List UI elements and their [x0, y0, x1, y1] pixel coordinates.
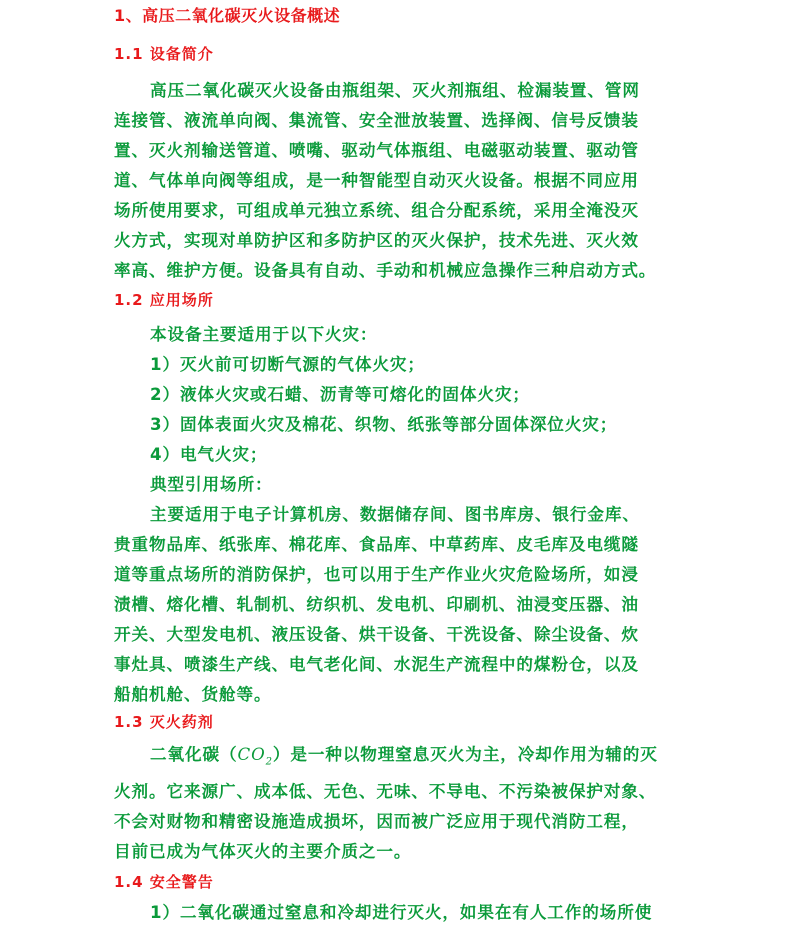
paragraph-line: 置、灭火剂输送管道、喷嘴、驱动气体瓶组、电磁驱动装置、驱动管 [114, 141, 639, 160]
paragraph-line: 开关、大型发电机、液压设备、烘干设备、干洗设备、除尘设备、炊 [114, 625, 639, 644]
document-title: 1、高压二氧化碳灭火设备概述 [114, 6, 341, 25]
paragraph-line: 主要适用于电子计算机房、数据储存间、图书库房、银行金库、 [150, 505, 640, 524]
co2-formula [237, 745, 273, 768]
paragraph-line: 高压二氧化碳灭火设备由瓶组架、灭火剂瓶组、检漏装置、管网 [150, 81, 640, 100]
list-item: 4）电气火灾； [150, 445, 268, 464]
section-1-4-body [114, 898, 694, 928]
paragraph-line: 场所使用要求，可组成单元独立系统、组合分配系统，采用全淹没灭 [114, 201, 639, 220]
paragraph-line: 率高、维护方便。设备具有自动、手动和机械应急操作三种启动方式。 [114, 261, 657, 280]
subheading: 典型引用场所： [150, 475, 273, 494]
section-heading-1-1: 1.1 设备简介 [114, 45, 214, 63]
paragraph-line: 火方式，实现对单防护区和多防护区的灭火保护，技术先进、灭火效 [114, 231, 639, 250]
section-1-2-body [114, 320, 694, 710]
list-item: 1）二氧化碳通过窒息和冷却进行灭火，如果在有人工作的场所使 [150, 903, 653, 922]
paragraph-line: 船舶机舱、货舱等。 [114, 685, 272, 704]
paragraph-line: 不会对财物和精密设施造成损坏，因而被广泛应用于现代消防工程， [114, 812, 639, 832]
list-item: 1）灭火前可切断气源的气体火灾； [150, 355, 425, 374]
paragraph-line: 道等重点场所的消防保护，也可以用于生产作业火灾危险场所，如浸 [114, 565, 639, 584]
section-heading-1-4: 1.4 安全警告 [114, 873, 214, 891]
text-fragment: ）是一种以物理窒息灭火为主，冷却作用为辅的灭 [272, 745, 658, 764]
paragraph-line: 连接管、液流单向阀、集流管、安全泄放装置、选择阀、信号反馈装 [114, 111, 639, 130]
paragraph-line: 贵重物品库、纸张库、棉花库、食品库、中草药库、皮毛库及电缆隧 [114, 535, 639, 554]
paragraph-line: 事灶具、喷漆生产线、电气老化间、水泥生产流程中的煤粉仓，以及 [114, 655, 639, 674]
co2-symbol: CO [237, 745, 266, 764]
paragraph-line: 渍槽、熔化槽、轧制机、纺织机、发电机、印刷机、油浸变压器、油 [114, 595, 639, 614]
co2-subscript: 2 [265, 756, 273, 768]
intro-line: 本设备主要适用于以下火灾： [150, 325, 378, 344]
paragraph-line: 道、气体单向阀等组成，是一种智能型自动灭火设备。根据不同应用 [114, 171, 639, 190]
paragraph-line: 目前已成为气体灭火的主要介质之一。 [114, 842, 412, 862]
paragraph-line: 火剂。它来源广、成本低、无色、无味、不导电、不污染被保护对象、 [114, 782, 657, 802]
section-heading-1-2: 1.2 应用场所 [114, 291, 214, 309]
list-item: 3）固体表面火灾及棉花、织物、纸张等部分固体深位火灾； [150, 415, 618, 434]
text-fragment: 二氧化碳（ [150, 745, 238, 764]
section-1-1-body [114, 76, 694, 286]
section-1-3-body [114, 740, 694, 867]
paragraph-line [114, 740, 694, 777]
section-heading-1-3: 1.3 灭火药剂 [114, 713, 214, 731]
list-item: 2）液体火灾或石蜡、沥青等可熔化的固体火灾； [150, 385, 530, 404]
